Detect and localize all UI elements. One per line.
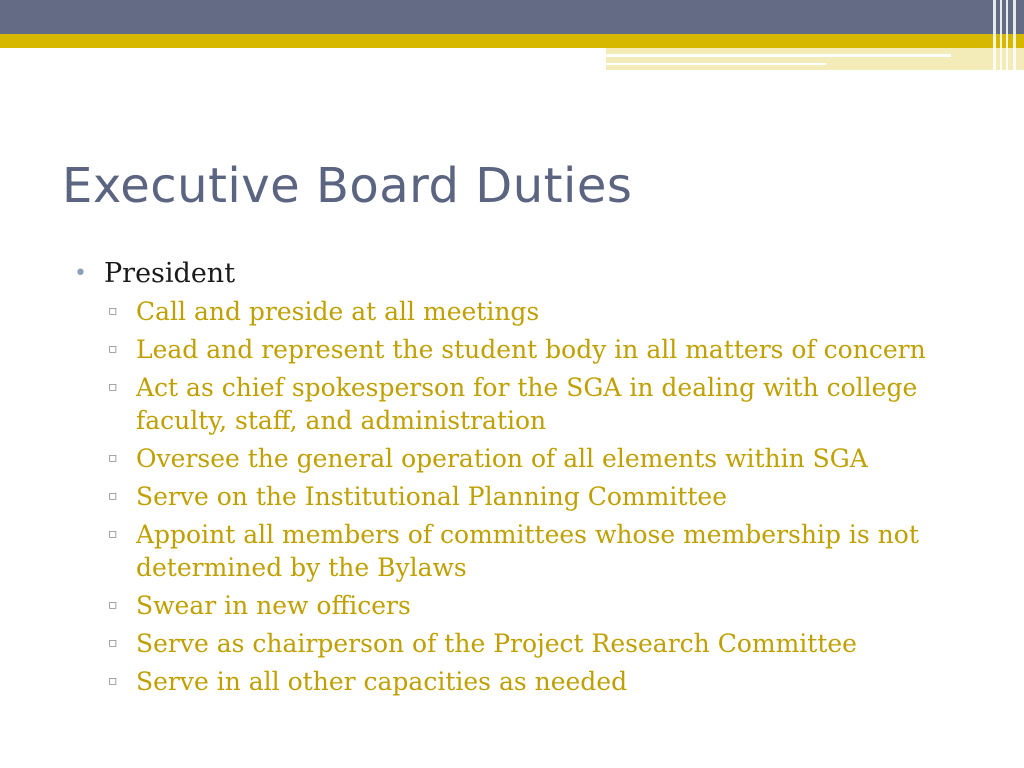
heading-item-label: President — [104, 258, 236, 289]
list-item-text: Call and preside at all meetings — [136, 297, 540, 326]
header-vertical-stripe — [1000, 0, 1002, 70]
bullet-dot-icon: • — [74, 261, 87, 286]
list-item-text: Act as chief spokesperson for the SGA in dealing with college faculty, staff, and administration — [136, 373, 918, 435]
square-bullet-icon: ▫ — [108, 597, 118, 613]
header-vertical-stripe — [1006, 0, 1008, 70]
list-item — [74, 295, 966, 328]
list-item-text: Swear in new officers — [136, 591, 411, 620]
square-bullet-icon: ▫ — [108, 303, 118, 319]
square-bullet-icon: ▫ — [108, 635, 118, 651]
square-bullet-icon: ▫ — [108, 526, 118, 542]
list-item-text: Serve as chairperson of the Project Research Committee — [136, 629, 857, 658]
list-item-text: Appoint all members of committees whose membership is not determined by the Bylaws — [136, 520, 919, 582]
list-item — [74, 518, 966, 584]
square-bullet-icon: ▫ — [108, 673, 118, 689]
square-bullet-icon: ▫ — [108, 379, 118, 395]
list-item — [74, 589, 966, 622]
duty-list — [74, 295, 974, 698]
header-vertical-stripe — [993, 0, 996, 70]
list-item-text: Lead and represent the student body in all matters of concern — [136, 335, 926, 364]
square-bullet-icon: ▫ — [108, 450, 118, 466]
header-vertical-stripe — [1013, 0, 1016, 70]
header-stripe — [606, 63, 826, 65]
list-item — [74, 442, 966, 475]
square-bullet-icon: ▫ — [108, 341, 118, 357]
square-bullet-icon: ▫ — [108, 488, 118, 504]
header-stripe — [606, 54, 951, 57]
list-item — [74, 371, 966, 437]
list-item — [74, 480, 966, 513]
list-item-text: Serve on the Institutional Planning Committee — [136, 482, 728, 511]
list-item — [74, 333, 966, 366]
slide-content — [74, 255, 974, 703]
header-band-yellow — [0, 34, 1024, 48]
list-item — [74, 627, 966, 660]
list-item — [74, 665, 966, 698]
list-item-text: Oversee the general operation of all elements within SGA — [136, 444, 868, 473]
heading-item — [74, 255, 974, 293]
header-band-pale — [606, 48, 1024, 70]
header-band-gray — [0, 0, 1024, 34]
list-item-text: Serve in all other capacities as needed — [136, 667, 628, 696]
slide-title: Executive Board Duties — [62, 158, 633, 214]
